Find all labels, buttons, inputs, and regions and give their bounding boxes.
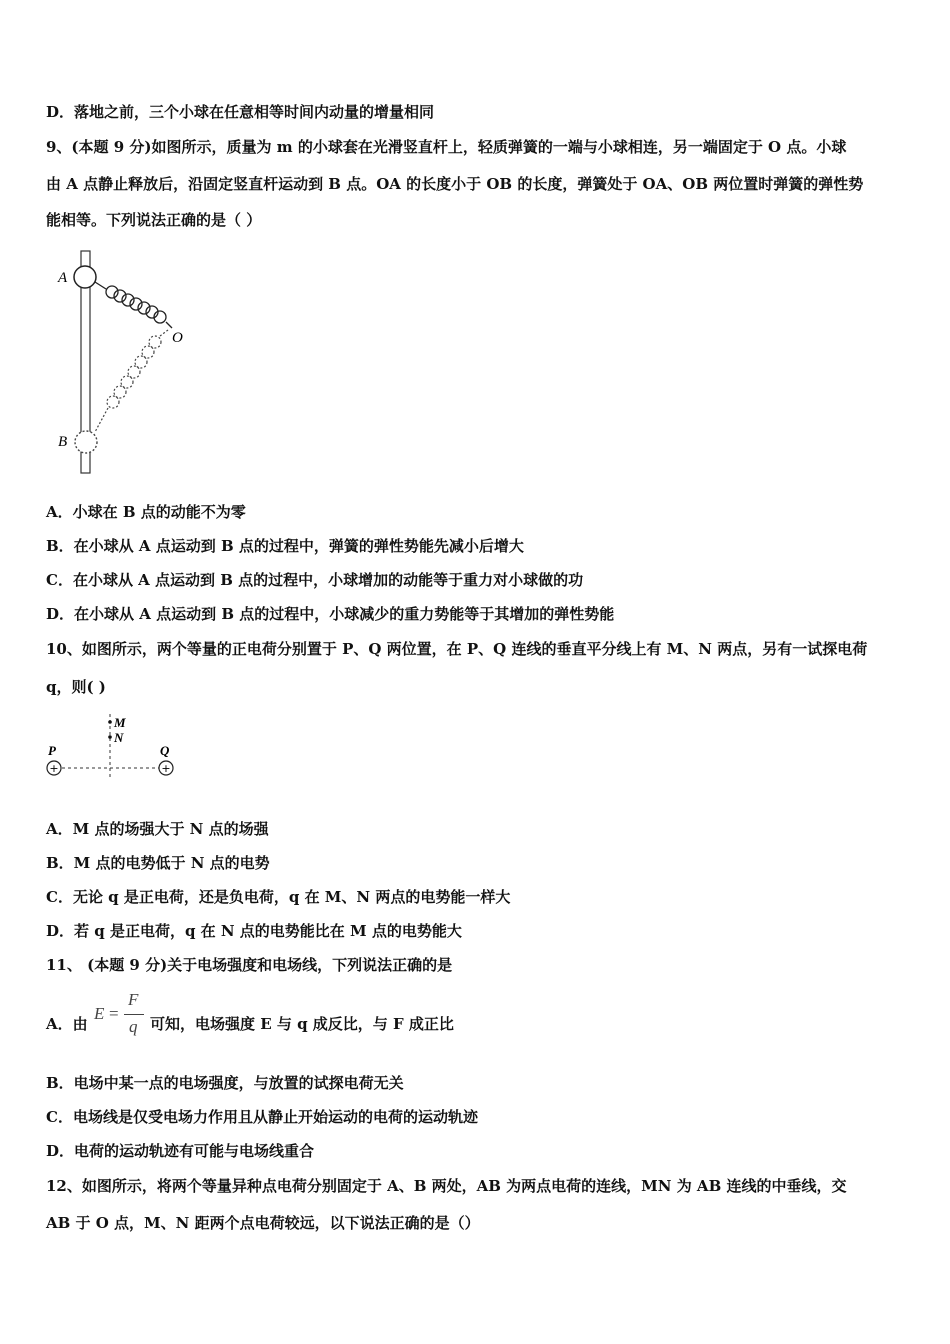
fig9-label-a: A (58, 270, 68, 286)
fig9-label-b: B (58, 434, 68, 450)
q10-option-c: C．无论 q 是正电荷，还是负电荷，q 在 M、N 两点的电势能一样大 (46, 888, 511, 906)
formula-lhs: E (94, 1004, 105, 1023)
q10-stem-line1: 10、如图所示，两个等量的正电荷分别置于 P、Q 两位置，在 P、Q 连线的垂直平分线上有 M、N 两点，另有一试探电荷 (46, 640, 868, 658)
formula-denominator: q (129, 1017, 138, 1036)
formula-equals: = (109, 1004, 119, 1023)
q10-stem-line2: q，则( ) (46, 678, 106, 696)
q12-stem-line1: 12、如图所示，将两个等量异种点电荷分别固定于 A、B 两处，AB 为两点电荷的连线，MN 为 AB 连线的中垂线，交 (46, 1177, 847, 1195)
q9-option-b: B．在小球从 A 点运动到 B 点的过程中，弹簧的弹性势能先减小后增大 (46, 537, 524, 555)
q9-option-d: D．在小球从 A 点运动到 B 点的过程中，小球减少的重力势能等于其增加的弹性势能 (46, 605, 615, 623)
q12-stem-line2: AB 于 O 点，M、N 距两个点电荷较远，以下说法正确的是（） (46, 1214, 480, 1232)
q8-option-d: D．落地之前，三个小球在任意相等时间内动量的增量相同 (46, 103, 435, 121)
fig10-label-p: P (48, 743, 56, 758)
q11-formula (92, 990, 148, 1040)
q11-option-b: B．电场中某一点的电场强度，与放置的试探电荷无关 (46, 1074, 404, 1092)
q10-figure (42, 710, 192, 782)
fig10-charge-q: + (161, 762, 171, 775)
q10-option-a: A．M 点的场强大于 N 点的场强 (46, 820, 269, 838)
q11-option-d: D．电荷的运动轨迹有可能与电场线重合 (46, 1142, 315, 1160)
fig10-label-n: N (114, 730, 124, 745)
q9-option-c: C．在小球从 A 点运动到 B 点的过程中，小球增加的动能等于重力对小球做的功 (46, 571, 584, 589)
fig10-charge-p: + (49, 762, 59, 775)
q11-stem: 11、 (本题 9 分)关于电场强度和电场线，下列说法正确的是 (46, 956, 453, 974)
q9-stem-line3: 能相等。下列说法正确的是（ ） (46, 211, 262, 229)
q11-option-c: C．电场线是仅受电场力作用且从静止开始运动的电荷的运动轨迹 (46, 1108, 478, 1126)
q9-stem-line1: 9、(本题 9 分)如图所示，质量为 m 的小球套在光滑竖直杆上，轻质弹簧的一端与小球相连，另一端固定于 O 点。小球 (46, 138, 847, 156)
q9-stem-line2: 由 A 点静止释放后，沿固定竖直杆运动到 B 点。OA 的长度小于 OB 的长度，弹簧处于 OA、OB 两位置时弹簧的弹性势 (46, 175, 864, 193)
q9-option-a: A．小球在 B 点的动能不为零 (46, 503, 246, 521)
formula-numerator: F (128, 990, 139, 1009)
q11-option-a-prefix: A．由 (46, 1015, 88, 1033)
fig10-label-q: Q (160, 743, 170, 758)
q10-option-d: D．若 q 是正电荷，q 在 N 点的电势能比在 M 点的电势能大 (46, 922, 462, 940)
formula-fraction-bar (124, 1014, 144, 1015)
q10-option-b: B．M 点的电势低于 N 点的电势 (46, 854, 270, 872)
fig9-label-o: O (172, 330, 183, 346)
q9-figure (50, 246, 200, 478)
fig10-label-m: M (114, 715, 126, 730)
q11-option-a-text: 可知，电场强度 E 与 q 成反比，与 F 成正比 (150, 1015, 454, 1033)
